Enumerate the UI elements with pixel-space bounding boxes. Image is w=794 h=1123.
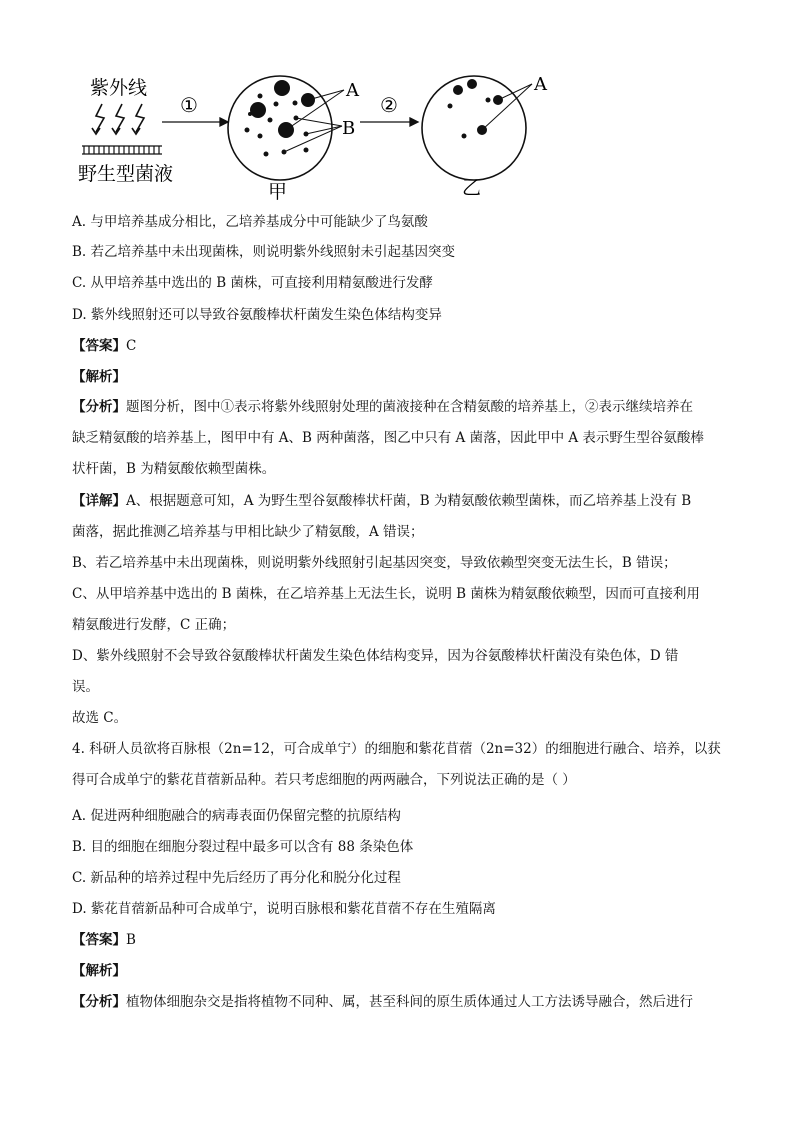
fenxi-line: 缺乏精氨酸的培养基上，图甲中有 A、B 两种菌落，图乙中只有 A 菌落，因此甲中 A 表示野生型谷氨酸棒 [72, 430, 704, 446]
arrow-right-icon [162, 118, 228, 126]
fenxi-line: 植物体细胞杂交是指将植物不同种、属，甚至科间的原生质体通过人工方法诱导融合，然后进行 [126, 994, 693, 1010]
answer-value: C [126, 338, 137, 354]
q4-fenxi [72, 992, 693, 1012]
step2-label: ② [380, 93, 398, 117]
q3-option-c: C. 从甲培养基中选出的 B 菌株，可直接利用精氨酸进行发酵 [72, 275, 433, 291]
xiangjie-line: 菌落，据此推测乙培养基与甲相比缺少了精氨酸，A 错误； [72, 524, 424, 540]
xiangjie-line: A、根据题意可知，A 为野生型谷氨酸棒状杆菌，B 为精氨酸依赖型菌株，而乙培养基上没有 B [126, 493, 692, 509]
fenxi-tag: 【分析】 [72, 399, 126, 415]
dish1-label: 甲 [268, 181, 288, 200]
analysis-tag: 【解析】 [72, 963, 126, 979]
q4-option-d: D. 紫花苜蓿新品种可合成单宁，说明百脉根和紫花苜蓿不存在生殖隔离 [72, 901, 496, 917]
uv-ray-icon [92, 104, 144, 134]
q4-stem-line: 4. 科研人员欲将百脉根（2n=12，可合成单宁）的细胞和紫花苜蓿（2n=32）的细胞进行融合、培养，以获 [72, 741, 721, 757]
xiangjie-tag: 【详解】 [72, 493, 126, 509]
analysis-tag: 【解析】 [72, 369, 126, 385]
q4-analysis-tag [72, 961, 126, 981]
q3-fenxi [72, 392, 724, 485]
petri-dish-jia [228, 76, 344, 180]
q4-option-c: C. 新品种的培养过程中先后经历了再分化和脱分化过程 [72, 870, 401, 886]
step1-label: ① [180, 93, 198, 117]
colony-label-a: A [534, 74, 547, 95]
dish2-label: 乙 [462, 177, 482, 199]
xiangjie-line: 故选 C。 [72, 710, 128, 726]
liquid-container-icon [82, 146, 162, 154]
q3-option-a: A. 与甲培养基成分相比，乙培养基成分中可能缺少了鸟氨酸 [72, 214, 428, 230]
fenxi-line: 状杆菌，B 为精氨酸依赖型菌株。 [72, 461, 276, 477]
colony-label-a: A [346, 80, 359, 101]
q3-answer [72, 336, 136, 356]
q4-stem-line: 得可合成单宁的紫花苜蓿新品种。若只考虑细胞的两两融合，下列说法正确的是（ ） [72, 772, 576, 788]
answer-tag: 【答案】 [72, 932, 126, 948]
colony-label-b: B [342, 118, 356, 139]
q3-option-d: D. 紫外线照射还可以导致谷氨酸棒状杆菌发生染色体结构变异 [72, 307, 442, 323]
xiangjie-line: D、紫外线照射不会导致谷氨酸棒状杆菌发生染色体结构变异，因为谷氨酸棒状杆菌没有染色体，D 错 [72, 648, 679, 664]
answer-value: B [126, 932, 136, 948]
answer-tag: 【答案】 [72, 338, 126, 354]
q3-option-b: B. 若乙培养基中未出现菌株，则说明紫外线照射未引起基因突变 [72, 244, 456, 260]
q4-stem [72, 734, 724, 796]
q4-answer [72, 930, 136, 950]
xiangjie-line: 精氨酸进行发酵，C 正确； [72, 617, 236, 633]
q3-analysis-tag [72, 367, 126, 387]
fenxi-tag: 【分析】 [72, 994, 126, 1010]
xiangjie-line: C、从甲培养基中选出的 B 菌株，在乙培养基上无法生长，说明 B 菌株为精氨酸依赖型，因而可直接利用 [72, 586, 700, 602]
q4-option-b: B. 目的细胞在细胞分裂过程中最多可以含有 88 条染色体 [72, 839, 414, 855]
arrow-right-icon [360, 118, 418, 126]
q3-xiangjie [72, 486, 724, 734]
q4-option-a: A. 促进两种细胞融合的病毒表面仍保留完整的抗原结构 [72, 808, 401, 824]
experiment-figure [70, 70, 560, 200]
uv-label: 紫外线 [90, 77, 148, 99]
liquid-label: 野生型菌液 [78, 163, 174, 185]
xiangjie-line: 误。 [72, 679, 99, 695]
petri-dish-yi [422, 76, 532, 180]
fenxi-line: 题图分析，图中①表示将紫外线照射处理的菌液接种在含精氨酸的培养基上，②表示继续培养在 [126, 399, 693, 415]
xiangjie-line: B、若乙培养基中未出现菌株，则说明紫外线照射引起基因突变，导致依赖型突变无法生长，B 错误； [72, 555, 677, 571]
